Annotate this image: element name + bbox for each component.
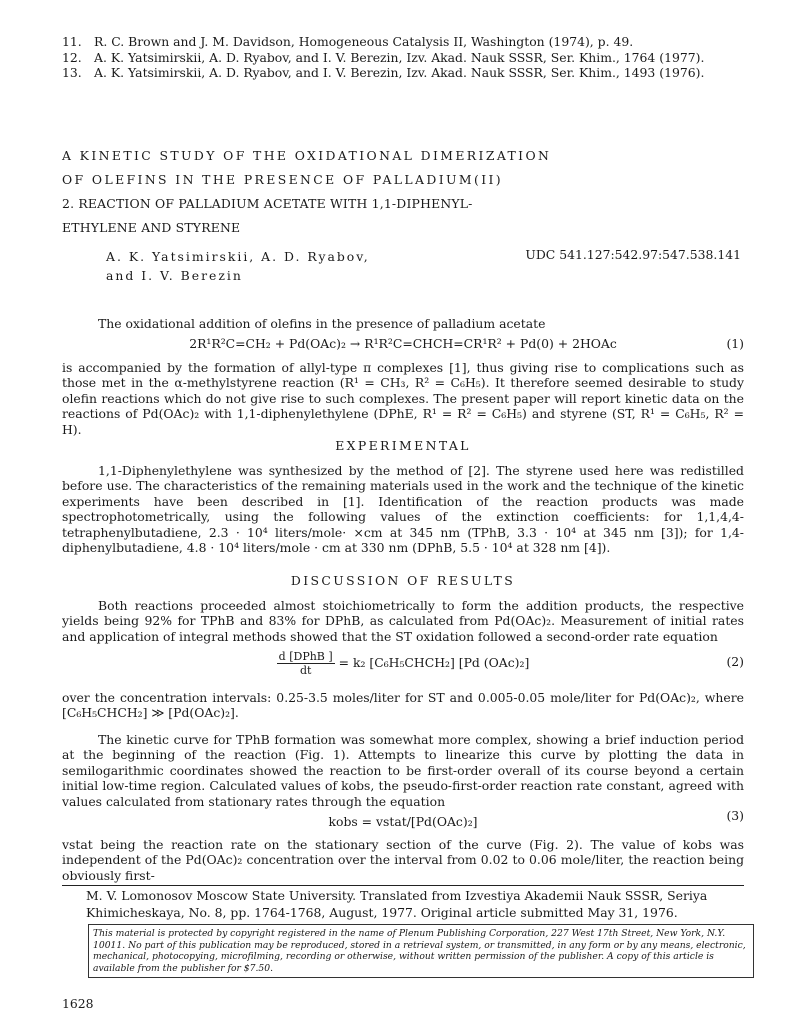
- authors-line-1: A. K. Yatsimirskii, A. D. Ryabov,: [106, 249, 370, 264]
- equation-1: [62, 336, 744, 352]
- reference-item: [62, 65, 762, 81]
- equation-2-number: (2): [726, 654, 744, 669]
- equation-2-body: [62, 650, 744, 677]
- title-line-2: OF OLEFINS IN THE PRESENCE OF PALLADIUM(II): [62, 172, 504, 187]
- heading-experimental: EXPERIMENTAL: [335, 438, 471, 453]
- equation-1-number: (1): [726, 336, 744, 351]
- intro-paragraph: The oxidational addition of olefins in the presence of palladium acetate: [98, 316, 546, 331]
- paragraph-2: 1,1-Diphenylethylene was synthesized by the method of [2]. The styrene used here was redistilled before use. The characteristics of the remaining materials used in the work and the technique of the kinetic experiments have been described in [1]. Identification of the reaction products was made spectrophotometrically, using the following values of the extinction coefficients: for 1,1,4,4-tetraphenylbutadiene, 2.3 · 10⁴ liters/mole· ×cm at 345 nm (TPhB, 3.3 · 10⁴ at 345 nm [3]); for 1,4-diphenylbutadiene, 4.8 · 10⁴ liters/mole · cm at 330 nm (DPhB, 5.5 · 10⁴ at 328 nm [4]).: [62, 463, 744, 556]
- author-list: [106, 247, 370, 285]
- rate-fraction: [277, 650, 335, 677]
- title-line-4: ETHYLENE AND STYRENE: [62, 220, 241, 235]
- article-title: [62, 144, 762, 240]
- reference-number: 12.: [62, 49, 82, 65]
- equation-3: [62, 808, 744, 830]
- fraction-numerator: d [DPhB ]: [278, 650, 333, 663]
- reference-item: [62, 50, 762, 66]
- reference-list: [62, 34, 762, 81]
- reference-number: 13.: [62, 65, 82, 80]
- equation-2: [62, 650, 744, 680]
- paragraph-6: vstat being the reaction rate on the stationary section of the curve (Fig. 2). The value of kobs was independent of the Pd(OAc)₂ concentration over the interval from 0.02 to 0.06 mole/liter, the reaction being obviously first-: [62, 837, 744, 883]
- footer-note: M. V. Lomonosov Moscow State University. Translated from Izvestiya Akademii Nauk SSSR, Seriya Khimicheskaya, No. 8, pp. 1764-1768, August, 1977. Original article submitted May 31, 1976.: [86, 888, 708, 920]
- udc-code: UDC 541.127:542.97:547.538.141: [525, 247, 741, 262]
- paragraph-5: The kinetic curve for TPhB formation was somewhat more complex, showing a brief induction period at the beginning of the reaction (Fig. 1). Attempts to linearize this curve by plotting the data in semilogarithmic coordinates showed the reaction to be first-order overall of its course beyond a certain initial low-time region. Calculated values of kobs, the pseudo-first-order reaction rate constant, agreed with values calculated from stationary rates through the equation: [62, 732, 744, 809]
- equation-1-body: 2R¹R²C=CH₂ + Pd(OAc)₂ → R¹R²C=CHCH=CR¹R² + Pd(0) + 2HOAc: [189, 336, 617, 351]
- authors-line-2: and I. V. Berezin: [106, 268, 243, 283]
- reference-text: R. C. Brown and J. M. Davidson, Homogeneous Catalysis II, Washington (1974), p. 49.: [94, 34, 634, 49]
- title-line-1: A KINETIC STUDY OF THE OXIDATIONAL DIMERIZATION: [62, 148, 552, 163]
- footer-divider: [62, 885, 744, 886]
- paragraph-1: is accompanied by the formation of allyl-type π complexes [1], thus giving rise to complications such as those met in the α-methylstyrene reaction (R¹ = CH₃, R² = C₆H₅). It therefore seemed desirable to study olefin reactions which do not give rise to such complexes. The present paper will report kinetic data on the reactions of Pd(OAc)₂ with 1,1-diphenylethylene (DPhE, R¹ = R² = C₆H₅) and styrene (ST, R¹ = C₆H₅, R² = H).: [62, 360, 744, 437]
- title-line-3: 2. REACTION OF PALLADIUM ACETATE WITH 1,1-DIPHENYL-: [62, 196, 473, 211]
- reference-number: 11.: [62, 34, 82, 49]
- heading-discussion: DISCUSSION OF RESULTS: [290, 573, 516, 588]
- paragraph-3: Both reactions proceeded almost stoichiometrically to form the addition products, the respective yields being 92% for TPhB and 83% for DPhB, as calculated from Pd(OAc)₂. Measurement of initial rates and application of integral methods showed that the ST oxidation followed a second-order rate equation: [62, 598, 744, 644]
- reference-text: A. K. Yatsimirskii, A. D. Ryabov, and I. V. Berezin, Izv. Akad. Nauk SSSR, Ser. Khim., 1493 (1976).: [94, 65, 705, 80]
- equation-3-number: (3): [726, 808, 744, 823]
- reference-text: A. K. Yatsimirskii, A. D. Ryabov, and I. V. Berezin, Izv. Akad. Nauk SSSR, Ser. Khim., 1764 (1977).: [94, 49, 705, 65]
- copyright-notice: This material is protected by copyright registered in the name of Plenum Publishing Corporation, 227 West 17th Street, New York, N.Y. 10011. No part of this publication may be reproduced, stored in a retrieval system, or transmitted, in any form or by any means, electronic, mechanical, photocopying, microfilming, recording or otherwise, without written permission of the publisher. A copy of this article is available from the publisher for $7.50.: [88, 924, 754, 978]
- equation-3-body: kobs = vstat/[Pd(OAc)₂]: [328, 814, 478, 829]
- equation-2-rhs: = k₂ [C₆H₅CHCH₂] [Pd (OAc)₂]: [338, 655, 530, 670]
- page-number: 1628: [62, 996, 94, 1011]
- paragraph-4: over the concentration intervals: 0.25-3.5 moles/liter for ST and 0.005-0.05 mole/liter for Pd(OAc)₂, where [C₆H₅CHCH₂] ≫ [Pd(OAc)₂].: [62, 690, 744, 721]
- reference-item: [62, 34, 762, 50]
- fraction-denominator: dt: [299, 664, 312, 677]
